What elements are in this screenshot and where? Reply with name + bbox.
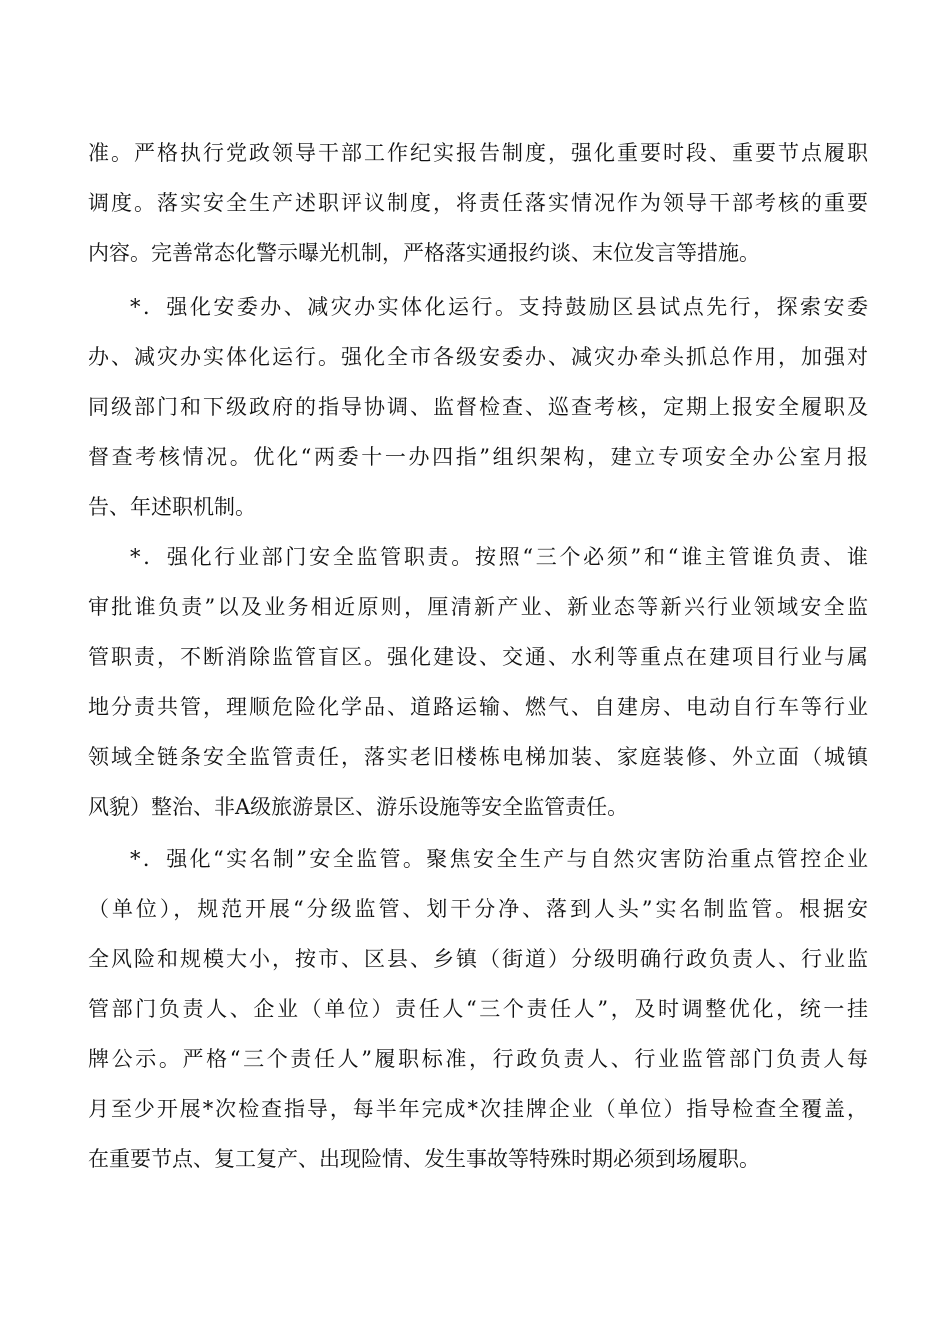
- paragraph-line: 办、减灾办实体化运行。强化全市各级安委办、减灾办牵头抓总作用，加强对: [88, 345, 868, 369]
- paragraph-line: 全风险和规模大小，按市、区县、乡镇（街道）分级明确行政负责人、行业监: [88, 947, 868, 971]
- paragraph-line: *．强化“实名制”安全监管。聚焦安全生产与自然灾害防治重点管控企业: [130, 847, 868, 871]
- paragraph-line: 准。严格执行党政领导干部工作纪实报告制度，强化重要时段、重要节点履职: [88, 141, 868, 165]
- paragraph-line: 地分责共管，理顺危险化学品、道路运输、燃气、自建房、电动自行车等行业: [88, 695, 868, 719]
- paragraph-line: 审批谁负责”以及业务相近原则，厘清新产业、新业态等新兴行业领域安全监: [88, 595, 868, 619]
- paragraph-line: 风貌）整治、非A级旅游景区、游乐设施等安全监管责任。: [88, 795, 629, 819]
- paragraph-2: [88, 282, 868, 532]
- paragraph-3: [88, 532, 868, 832]
- paragraph-line: 督查考核情况。优化“两委十一办四指”组织架构，建立专项安全办公室月报: [88, 445, 868, 469]
- paragraph-line: 在重要节点、复工复产、出现险情、发生事故等特殊时期必须到场履职。: [88, 1147, 760, 1171]
- paragraph-4: [88, 834, 868, 1184]
- paragraph-line: 月至少开展*次检查指导，每半年完成*次挂牌企业（单位）指导检查全覆盖，: [88, 1097, 868, 1121]
- paragraph-line: 管职责，不断消除监管盲区。强化建设、交通、水利等重点在建项目行业与属: [88, 645, 868, 669]
- paragraph-line: 同级部门和下级政府的指导协调、监督检查、巡查考核，定期上报安全履职及: [88, 395, 868, 419]
- paragraph-line: （单位），规范开展“分级监管、划干分净、落到人头”实名制监管。根据安: [88, 897, 868, 921]
- paragraph-1: [88, 128, 868, 278]
- paragraph-line: 管部门负责人、企业（单位）责任人“三个责任人”，及时调整优化，统一挂: [88, 997, 868, 1021]
- paragraph-line: 调度。落实安全生产述职评议制度，将责任落实情况作为领导干部考核的重要: [88, 191, 868, 215]
- paragraph-line: *．强化安委办、减灾办实体化运行。支持鼓励区县试点先行，探索安委: [130, 295, 868, 319]
- paragraph-line: *．强化行业部门安全监管职责。按照“三个必须”和“谁主管谁负责、谁: [130, 545, 868, 569]
- paragraph-line: 内容。完善常态化警示曝光机制，严格落实通报约谈、末位发言等措施。: [88, 241, 760, 265]
- paragraph-line: 牌公示。严格“三个责任人”履职标准，行政负责人、行业监管部门负责人每: [88, 1047, 868, 1071]
- paragraph-line: 领域全链条安全监管责任，落实老旧楼栋电梯加装、家庭装修、外立面（城镇: [88, 745, 868, 769]
- paragraph-line: 告、年述职机制。: [88, 495, 256, 519]
